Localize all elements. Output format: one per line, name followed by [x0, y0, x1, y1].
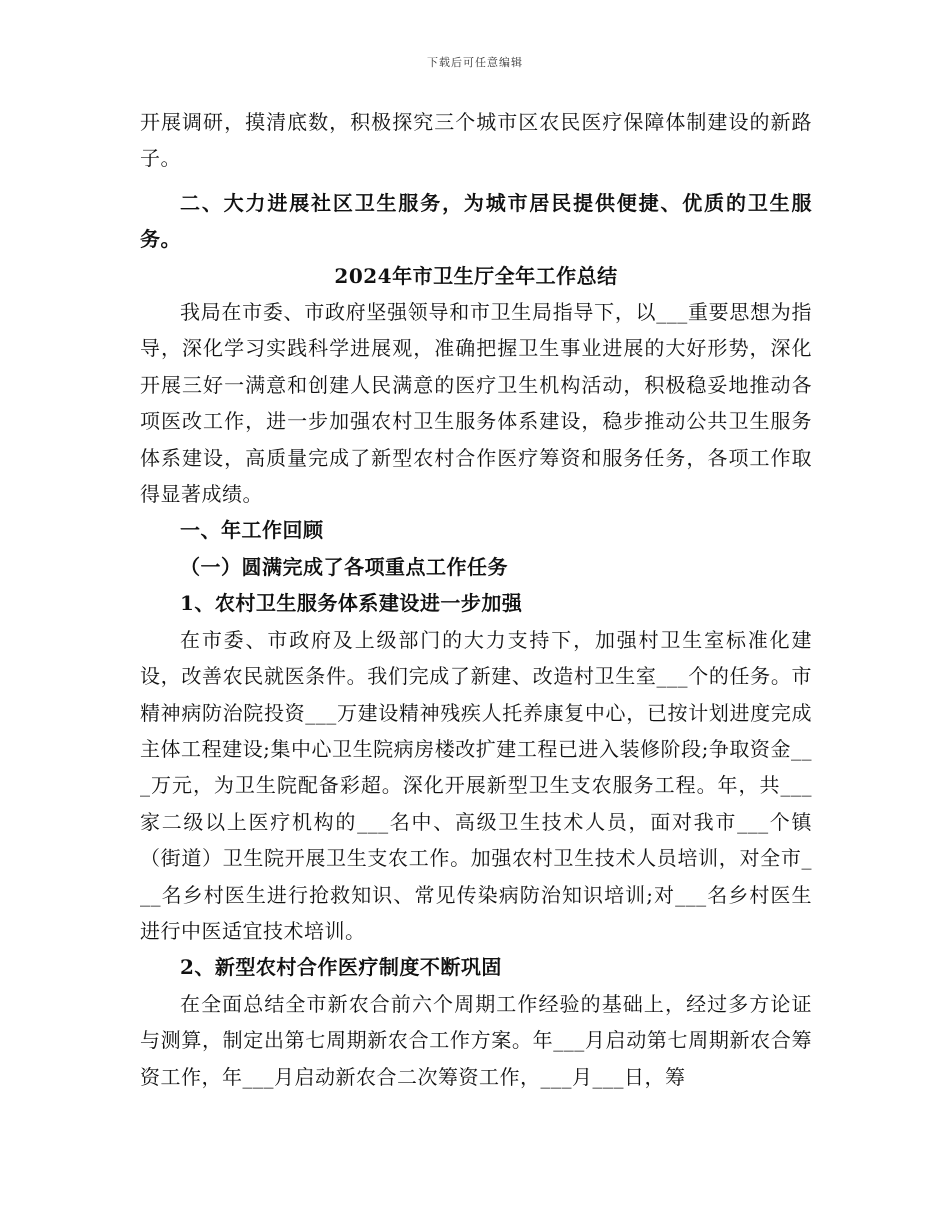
- section-heading-community-health: 二、大力进展社区卫生服务，为城市居民提供便捷、优质的卫生服务。: [140, 190, 812, 252]
- item-heading-cooperative-medical: 2、新型农村合作医疗制度不断巩固: [180, 955, 502, 980]
- page-header: 下载后可任意编辑: [427, 56, 523, 69]
- paragraph-rural-health: 在市委、市政府及上级部门的大力支持下，加强村卫生室标准化建设，改善农民就医条件。我们完成了新建、改造村卫生室___个的任务。市精神病防治院投资___万建设精神残疾人托养康复中心，已按计划进度完成主体工程建设;集中心卫生院病房楼改扩建工程已进入装修阶段;争取资金___万元，为卫生院配备彩超。深化开展新型卫生支农服务工程。年，共___家二级以上医疗机构的___名中、高级卫生技术人员，面对我市___个镇（街道）卫生院开展卫生支农工作。加强农村卫生技术人员培训，对全市___名乡村医生进行抢救知识、常见传染病防治知识培训;对___名乡村医生进行中医适宜技术培训。: [140, 627, 812, 943]
- paragraph-continuation: 开展调研，摸清底数，积极探究三个城市区农民医疗保障体制建设的新路子。: [140, 110, 812, 171]
- item-heading-rural-health: 1、农村卫生服务体系建设进一步加强: [180, 591, 523, 616]
- document-title: 2024年市卫生厅全年工作总结: [334, 263, 618, 288]
- section-heading-review: 一、年工作回顾: [180, 518, 324, 543]
- paragraph-cooperative-medical: 在全面总结全市新农合前六个周期工作经验的基础上，经过多方论证与测算，制定出第七周期新农合工作方案。年___月启动第七周期新农合筹资工作，年___月启动新农合二次筹资工作，___月___日，筹: [140, 991, 812, 1089]
- paragraph-intro: 我局在市委、市政府坚强领导和市卫生局指导下，以___重要思想为指导，深化学习实践科学进展观，准确把握卫生事业进展的大好形势，深化开展三好一满意和创建人民满意的医疗卫生机构活动，积极稳妥地推动各项医改工作，进一步加强农村卫生服务体系建设，稳步推动公共卫生服务体系建设，高质量完成了新型农村合作医疗筹资和服务任务，各项工作取得显著成绩。: [140, 300, 812, 507]
- spacer: [140, 177, 812, 185]
- subsection-heading-key-tasks: （一）圆满完成了各项重点工作任务: [180, 554, 508, 579]
- document-body: [140, 104, 812, 1095]
